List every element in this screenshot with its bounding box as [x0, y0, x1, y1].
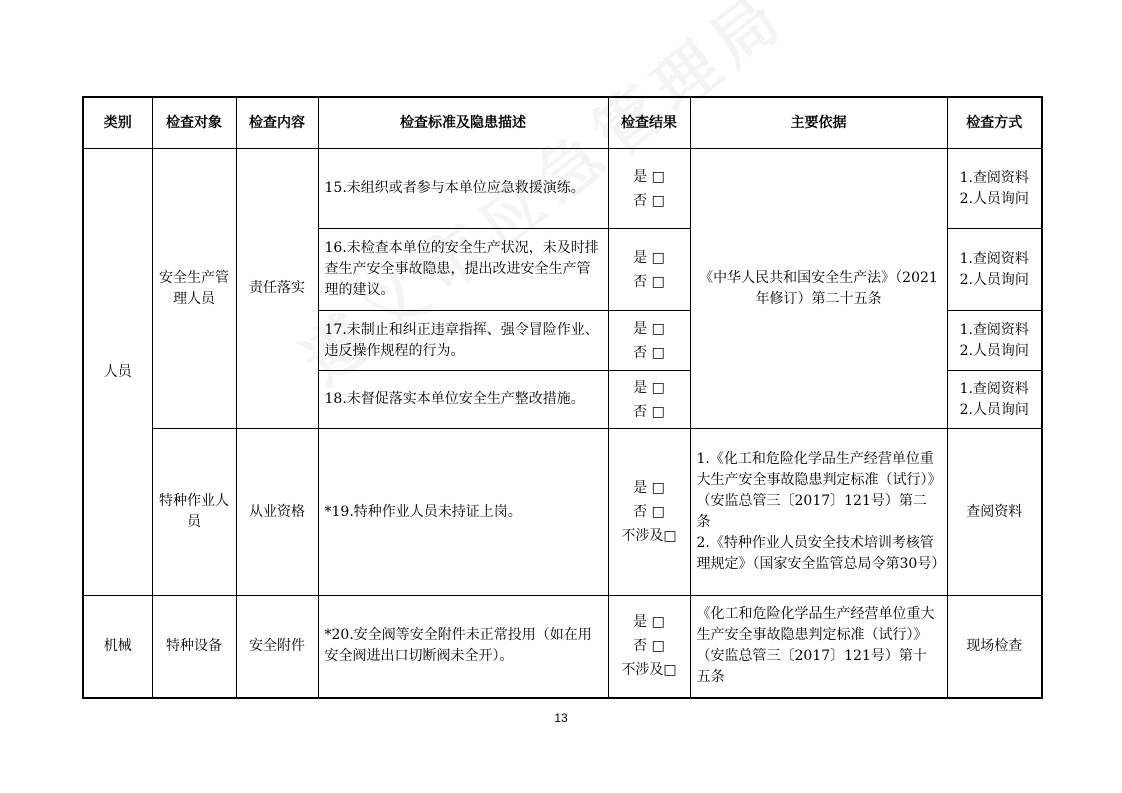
- result-yes-checkbox[interactable]: 是 □: [633, 249, 665, 266]
- result-yes-checkbox[interactable]: 是 □: [633, 614, 665, 631]
- header-content: 检查内容: [236, 97, 318, 149]
- standard-cell: *20.安全阀等安全附件未正常投用（如在用安全阀进出口切断阀未全开）。: [318, 596, 608, 698]
- result-cell: [608, 596, 690, 698]
- result-yes-checkbox[interactable]: 是 □: [633, 168, 665, 185]
- result-cell: [608, 311, 690, 371]
- result-yes-checkbox[interactable]: 是 □: [633, 320, 665, 337]
- basis-safety-law: 《中华人民共和国安全生产法》（2021年修订）第二十五条: [690, 149, 947, 429]
- result-no-checkbox[interactable]: 否 □: [633, 273, 665, 290]
- method-document-review: 1.查阅资料: [959, 380, 1029, 397]
- header-method: 检查方式: [947, 97, 1042, 149]
- method-cell: 查阅资料: [947, 429, 1042, 596]
- result-na-checkbox[interactable]: 不涉及□: [621, 662, 677, 679]
- method-cell: [947, 371, 1042, 429]
- basis-cell: 《化工和危险化学品生产经营单位重大生产安全事故隐患判定标准（试行）》（安监总管三〔2017〕121号）第十五条: [690, 596, 947, 698]
- object-special-equipment: 特种设备: [152, 596, 236, 698]
- header-result: 检查结果: [608, 97, 690, 149]
- group-machinery: 机械: [83, 596, 152, 698]
- result-yes-checkbox[interactable]: 是 □: [633, 379, 665, 396]
- result-no-checkbox[interactable]: 否 □: [633, 403, 665, 420]
- table-row: [83, 149, 1042, 229]
- header-basis: 主要依据: [690, 97, 947, 149]
- page-number: 13: [554, 711, 568, 725]
- method-document-review: 1.查阅资料: [959, 250, 1029, 267]
- method-interview: 2.人员询问: [959, 401, 1029, 418]
- method-cell: 现场检查: [947, 596, 1042, 698]
- method-document-review: 1.查阅资料: [959, 321, 1029, 338]
- basis-training-regulation: 2.《特种作业人员安全技术培训考核管理规定》（国家安全监管总局令第30号）: [696, 535, 946, 572]
- header-row: [83, 97, 1042, 149]
- method-interview: 2.人员询问: [959, 190, 1029, 207]
- method-cell: [947, 311, 1042, 371]
- result-cell: [608, 429, 690, 596]
- method-document-review: 1.查阅资料: [959, 169, 1029, 186]
- result-cell: [608, 229, 690, 311]
- content-qualification: 从业资格: [236, 429, 318, 596]
- basis-hazard-standard: 1.《化工和危险化学品生产经营单位重大生产安全事故隐患判定标准（试行）》（安监总管三〔2017〕121号）第二条: [696, 451, 935, 530]
- object-special-ops: 特种作业人员: [152, 429, 236, 596]
- method-cell: [947, 229, 1042, 311]
- result-yes-checkbox[interactable]: 是 □: [633, 480, 665, 496]
- content-responsibility: 责任落实: [236, 149, 318, 429]
- standard-cell: 17.未制止和纠正违章指挥、强令冒险作业、违反操作规程的行为。: [318, 311, 608, 371]
- header-object: 检查对象: [152, 97, 236, 149]
- result-no-checkbox[interactable]: 否 □: [633, 344, 665, 361]
- basis-cell: [690, 429, 947, 596]
- group-personnel: 人员: [83, 149, 152, 596]
- object-safety-mgmt: 安全生产管理人员: [152, 149, 236, 429]
- result-na-checkbox[interactable]: 不涉及□: [621, 528, 677, 544]
- result-cell: [608, 149, 690, 229]
- table-row: [83, 596, 1042, 698]
- result-no-checkbox[interactable]: 否 □: [633, 504, 665, 520]
- standard-cell: 18.未督促落实本单位安全生产整改措施。: [318, 371, 608, 429]
- table-row: [83, 429, 1042, 596]
- standard-cell: *19.特种作业人员未持证上岗。: [318, 429, 608, 596]
- method-cell: [947, 149, 1042, 229]
- standard-cell: 16.未检查本单位的安全生产状况，未及时排查生产安全事故隐患，提出改进安全生产管理的建议。: [318, 229, 608, 311]
- standard-cell: 15.未组织或者参与本单位应急救援演练。: [318, 149, 608, 229]
- header-standard: 检查标准及隐患描述: [318, 97, 608, 149]
- method-interview: 2.人员询问: [959, 271, 1029, 288]
- header-category: 类别: [83, 97, 152, 149]
- inspection-table: [82, 96, 1043, 699]
- result-no-checkbox[interactable]: 否 □: [633, 192, 665, 209]
- method-interview: 2.人员询问: [959, 342, 1029, 359]
- result-cell: [608, 371, 690, 429]
- content-safety-accessory: 安全附件: [236, 596, 318, 698]
- result-no-checkbox[interactable]: 否 □: [633, 638, 665, 655]
